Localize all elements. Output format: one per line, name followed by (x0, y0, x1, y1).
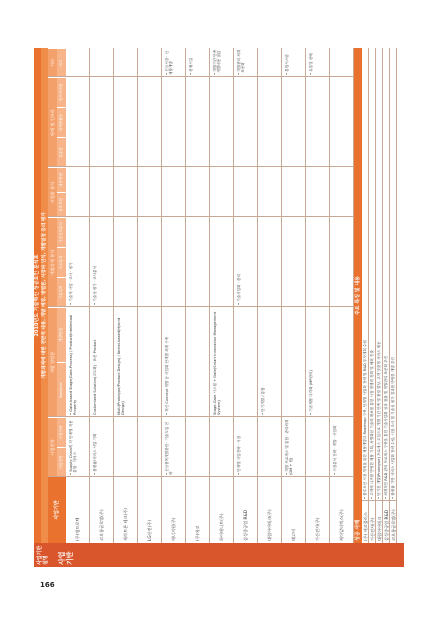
header-group-3: 개발과제 분석 (48, 217, 57, 307)
row-cell-c3: Multi(Prototype/Product Design) / Nortel-based(Hybrid Design) (117, 317, 126, 415)
row-name: (주)에코 (195, 525, 200, 541)
side-tag-line2: 사업기반 (58, 551, 74, 565)
row-cell-n2: • 신규시장 · 신제품개발 (165, 50, 174, 75)
row-name: 하이테니트(주) (219, 513, 224, 541)
header-sub-7: 시장규모분석 (57, 217, 66, 247)
document-title: 2010년도 기술혁신 성공요인 분석표 (34, 48, 41, 543)
header-sub-3: Baseline (57, 362, 66, 417)
header-sub-9: 내부역량 (57, 167, 66, 192)
row-name: 케이알티엑스(주) (339, 509, 344, 541)
header-sub-12: 인프라지원 (57, 77, 66, 107)
row-cell-c3: • Gate-based Stage(Gate-Process) / Product/Intellectual Property (69, 314, 78, 415)
header-group-6: 기타 (48, 48, 57, 77)
row-cell-c1: • 개발 프로세스 및 통합 · 관리체계 (GM + 팀) (285, 419, 294, 475)
header-sub-10: 유통망 (57, 137, 66, 167)
row-cell-n2: • 통합시스템 (285, 54, 289, 75)
case-description: • 단기간 개발(Prototype) 프로세스 도입으로 개발 기간 단축 및 품질 향상, 고객 맞춤형 서비스 제공 (377, 341, 381, 499)
table-row (138, 48, 162, 543)
case-separator (362, 500, 369, 501)
page-number: 166 (40, 581, 55, 589)
row-cell-c3: • 단기개발 / 통합 (261, 387, 265, 415)
row-name: 삼성중공업 R&D (243, 510, 248, 541)
row-cell-c3: • 혁신 Concept 개발 등 사업화 단계별 체계 구축 (165, 336, 169, 415)
header-group-4: 사업화 분석 (48, 167, 57, 217)
row-name: 에너지원(주) (171, 517, 176, 541)
case-name: 대림아이테크 (377, 516, 382, 541)
row-cell-n2: • 개발기간 단축 · 개발비용 절감 (213, 49, 222, 75)
header-sub-11: 마케팅활동 (57, 107, 66, 137)
header-group-5: 판매 및 인프라 (48, 77, 57, 167)
row-cell-c3: Stage-Gate 시스템 + Gate(Smart Innovation Management System) (213, 311, 222, 415)
row-cell-n2: • 판매시설 (189, 57, 193, 75)
row-name: 가산전자(주) (315, 517, 320, 541)
case-description: • 플랫폼 기반 서비스 사업화 전략 수립, 시장 조사 및 기술성 평가 결과를 반영한 개발 추진 (391, 357, 395, 499)
row-cell-n2: • 유통망 판매 (309, 53, 313, 75)
case-row (383, 48, 390, 543)
case-row (369, 48, 376, 543)
row-name: 태고비 (291, 528, 296, 541)
header-sub-4: 개발방법 (57, 307, 66, 362)
row-cell-c3: Customized Solution(고도화) · 표준 Product (93, 339, 97, 415)
header-sub-6: 수요분석 (57, 247, 66, 277)
table-row (210, 48, 234, 543)
document-subtitle: 개발과제에 대한 전반적 내용, 개발 배경, 방법론, 시장파 인식, 개발일정 등의 평가 (41, 48, 48, 543)
row-cell-c1: • 시장분석 전략 · 개발 · 사업화 (333, 425, 337, 475)
case-separator (369, 500, 376, 501)
case-name: (주) 에코플러스 (363, 512, 368, 541)
section-band (354, 48, 362, 543)
case-description: • 고객의 니즈를 반영한 제품 기획, 차별화된 기술력 확보를 통한 시장 경쟁력 강화 및 해외 진출 (370, 350, 374, 499)
row-name: (주)엠프로텍 (75, 517, 80, 541)
table-row (114, 48, 138, 543)
header-sub-8: 정부지원 (57, 192, 66, 217)
section-center-title: 주요 특징 및 내용 (355, 275, 361, 316)
row-cell-n2: • 개발관리 체계 · 표준화 (237, 49, 246, 75)
case-description: • 체계적인 R&D 관리 프로세스 구축을 통한 기술사업화 성과 창출 및 개발관리 표준화 추진 (384, 355, 388, 499)
case-row (376, 48, 383, 543)
header-sub-13: 비고 (57, 48, 66, 77)
table-row (186, 48, 210, 543)
case-separator (376, 500, 383, 501)
case-separator (383, 500, 390, 501)
row-cell-c1: • 신규품목개발관련 · 기술도입 전략 (165, 422, 174, 475)
header-group-1: 사업전략 (48, 417, 57, 477)
row-name: 대림아이테크(주) (267, 509, 272, 541)
row-cell-c1: • 플랫폼/서비스 사업 기획 (93, 433, 97, 475)
row-cell-c1: • Supply Chain의 각 단계별 적용 · 통합 · 서비스 (69, 420, 78, 475)
side-tag-line1: 사업기반 설명 (37, 545, 49, 565)
row-name: 세라트론 테크(주) (123, 508, 128, 541)
case-separator (390, 500, 397, 501)
row-cell-c6: • 기술적 사업 · 조사 · 평가 (69, 262, 73, 305)
row-cell-c3: • 기존제품 다각화 (MP관리) (309, 370, 313, 415)
side-tag (34, 543, 404, 567)
case-row (362, 48, 369, 543)
table-row (306, 48, 330, 543)
case-name: 가산전자(주) (370, 517, 375, 541)
case-name: 삼성중공업 R&D (384, 510, 389, 541)
case-row (390, 48, 397, 543)
row-cell-c6: • 기술사업화 · 관리 (237, 274, 241, 305)
rotated-document (34, 48, 404, 567)
row-name: LG산전(주) (147, 520, 152, 541)
row-cell-c6: • 기술성 평가 · 조사분석 (93, 265, 97, 305)
case-name: 코오롱글로벌(주) (391, 509, 396, 541)
header-sub-2: 시장전략 (57, 417, 66, 447)
header-sub-1: 사업전략 (57, 447, 66, 477)
row-name: 코오롱글로벌(주) (99, 509, 104, 541)
table-row (258, 48, 282, 543)
section-label: 성공 사례 (355, 519, 361, 541)
header-sub-5: 기술특허 (57, 277, 66, 307)
case-description: • 블루오션 시장 개척을 위한 제품개발과 Roadmap 구축, 단계별 사업화 전략 및 R&D 투자계획 수립 (363, 340, 367, 499)
row-cell-c1: • 단계별 사업전략 · 시장 (237, 435, 241, 475)
header-group-2: 개발 방법론 (48, 307, 57, 417)
first-column-header: 사업기반 (48, 477, 66, 543)
